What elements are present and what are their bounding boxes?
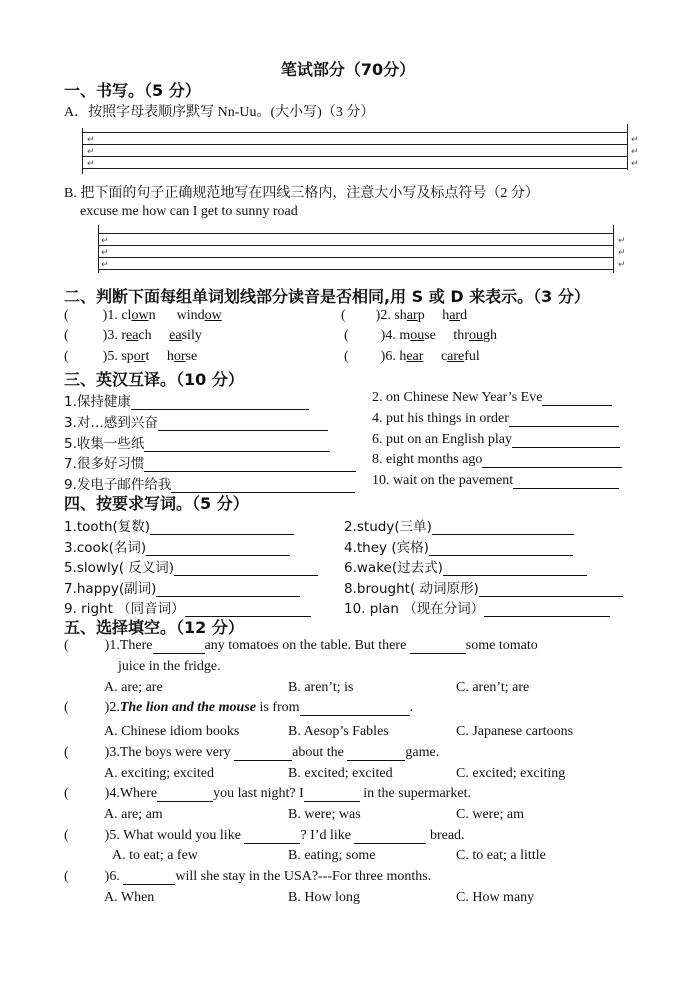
s3-left-1[interactable]: 1.保持健康 [64, 390, 309, 410]
s4-right-6[interactable]: 6.wake(过去式) [344, 556, 587, 576]
s2-item-2[interactable]: ( )2. sharp hard [341, 308, 468, 323]
q2-option-c[interactable]: C. Japanese cartoons [456, 724, 574, 739]
q1-option-c[interactable]: C. aren’t; are [456, 680, 530, 695]
s3-left-7[interactable]: 7.很多好习惯 [64, 452, 356, 472]
q6-option-a[interactable]: A. When [104, 890, 155, 905]
q4-option-c[interactable]: C. were; am [456, 807, 525, 822]
q1-stem[interactable]: ( )1.There any tomatoes on the table. But there some tomato [64, 638, 538, 653]
section-2-heading: 二、判断下面每组单词划线部分读音是否相同,用 S 或 D 来表示。（3 分） [64, 287, 590, 306]
q2-option-a[interactable]: A. Chinese idiom books [104, 724, 240, 739]
q6-option-b[interactable]: B. How long [288, 890, 360, 905]
section-4-heading: 四、按要求写词。（5 分） [64, 494, 249, 513]
s2-item-5[interactable]: ( )5. sport horse [64, 349, 198, 364]
s4-left-5[interactable]: 5.slowly( 反义词) [64, 556, 318, 576]
q3-option-a[interactable]: A. exciting; excited [104, 766, 215, 781]
section-3-heading: 三、英汉互译。（10 分） [64, 370, 244, 389]
s3-right-2[interactable]: 2. on Chinese New Year’s Eve [372, 390, 612, 406]
q6-stem[interactable]: ( )6. will she stay in the USA?---For three months. [64, 869, 432, 884]
s3-left-5[interactable]: 5.收集一些纸 [64, 432, 330, 452]
s4-left-9[interactable]: 9. right （同音词） [64, 597, 311, 617]
q4-option-a[interactable]: A. are; am [104, 807, 163, 822]
s2-item-1[interactable]: ( )1. clown window [64, 308, 222, 323]
s4-right-2[interactable]: 2.study(三单) [344, 515, 574, 535]
s3-right-4[interactable]: 4. put his things in order [372, 411, 619, 427]
q5-stem[interactable]: ( )5. What would you like ? I’d like bread. [64, 828, 465, 843]
page-title: 笔试部分（70分） [280, 60, 416, 79]
s4-left-1[interactable]: 1.tooth(复数) [64, 515, 294, 535]
s3-left-9[interactable]: 9.发电子邮件给我 [64, 473, 355, 493]
s3-left-3[interactable]: 3.对…感到兴奋 [64, 411, 328, 431]
s4-left-3[interactable]: 3.cook(名词) [64, 536, 290, 556]
s2-item-3[interactable]: ( )3. reach easily [64, 328, 202, 343]
q6-option-c[interactable]: C. How many [456, 890, 535, 905]
q1-option-a[interactable]: A. are; are [104, 680, 163, 695]
q3-stem[interactable]: ( )3.The boys were very about the game. [64, 745, 440, 760]
q1-stem-cont: juice in the fridge. [118, 659, 221, 674]
q2-stem[interactable]: ( )2.The lion and the mouse is from . [64, 700, 414, 715]
section-5-heading: 五、选择填空。（12 分） [64, 618, 244, 637]
q5-option-c[interactable]: C. to eat; a little [456, 848, 546, 863]
q5-option-a[interactable]: A. to eat; a few [112, 848, 198, 863]
s4-right-4[interactable]: 4.they (宾格) [344, 536, 573, 556]
s3-right-10[interactable]: 10. wait on the pavement [372, 473, 619, 489]
s2-item-4[interactable]: ( )4. mouse through [344, 328, 497, 343]
q2-option-b[interactable]: B. Aesop’s Fables [288, 724, 389, 739]
s1-part-a: A．按照字母表顺序默写 Nn-Uu。(大小写)（3 分） [64, 105, 375, 120]
q4-stem[interactable]: ( )4.Where you last night? I in the supermarket. [64, 786, 471, 801]
s4-right-10[interactable]: 10. plan （现在分词） [344, 597, 610, 617]
s1-part-b: B. 把下面的句子正确规范地写在四线三格内，注意大小写及标点符号（2 分） [64, 186, 539, 201]
s2-item-6[interactable]: ( )6. hear careful [344, 349, 480, 364]
q3-option-b[interactable]: B. excited; excited [288, 766, 393, 781]
s4-left-7[interactable]: 7.happy(副词) [64, 577, 300, 597]
q4-option-b[interactable]: B. were; was [288, 807, 361, 822]
s4-right-8[interactable]: 8.brought( 动词原形) [344, 577, 623, 597]
section-1-heading: 一、书写。（5 分） [64, 81, 201, 100]
s3-right-6[interactable]: 6. put on an English play [372, 432, 620, 448]
q1-option-b[interactable]: B. aren’t; is [288, 680, 354, 695]
s3-right-8[interactable]: 8. eight months ago [372, 452, 622, 468]
s1-sentence: excuse me how can I get to sunny road [80, 204, 298, 219]
q5-option-b[interactable]: B. eating; some [288, 848, 376, 863]
q3-option-c[interactable]: C. excited; exciting [456, 766, 566, 781]
